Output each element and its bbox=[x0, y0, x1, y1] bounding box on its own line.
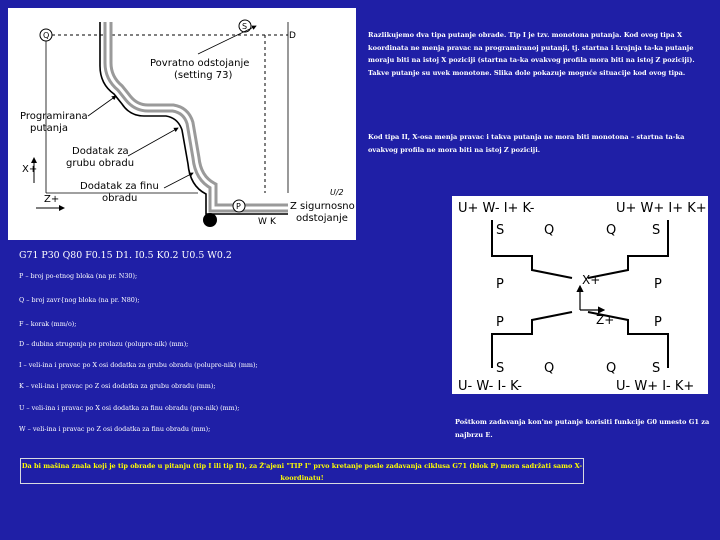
programmed-label-1: Programirana bbox=[20, 111, 88, 122]
s-bottom-right: S bbox=[652, 361, 661, 376]
type-one-description: Razlikujemo dva tipa putanje obrade. Tip I je tzv. monotona putanja. Kod ovog tipa X koordinata ne menja pravac na programiranoj putanji, tj. startna i krajnja ta-ka putanje moraju biti na istoj X poziciji (startna ta-ka ovakvog profila mora biti na istoj Z poziciji). Takve putanje su uvek monotone. Slika dole pokazuje moguće situacije kod ovog tipa. bbox=[368, 31, 695, 77]
programmed-pointer bbox=[88, 96, 116, 116]
x-axis-label-2: X+ bbox=[582, 273, 601, 287]
start-offset-label-2: (setting 73) bbox=[174, 70, 233, 81]
q-bottom-left: Q bbox=[544, 361, 555, 376]
z-axis-label-2: Z+ bbox=[596, 313, 615, 327]
u2-label: U/2 bbox=[330, 188, 344, 197]
def-d: D – dubina strugenja po prolazu (polupre-nik) (mm); bbox=[19, 340, 189, 348]
def-k: K – veli-ina i pravac po Z osi dodatka za grubu obradu (mm); bbox=[19, 382, 216, 390]
s-point-label: S bbox=[242, 22, 248, 31]
g0-note: Poštkom zadavanja kon'ne putanje korisiti funkcije G0 umesto G1 za najbrzu E. bbox=[455, 418, 710, 439]
q-top-right: Q bbox=[606, 223, 617, 238]
programmed-label-2: putanja bbox=[30, 123, 68, 134]
rough-label-2: grubu obradu bbox=[66, 158, 135, 169]
profile-bottom-left bbox=[492, 312, 572, 368]
def-u: U – veli-ina i pravac po X osi dodatka za finu obradu (pre-nik) (mm); bbox=[19, 404, 240, 412]
s-top-right: S bbox=[652, 223, 661, 238]
p-point-label: P bbox=[236, 202, 241, 211]
def-f: F – korak (mm/o); bbox=[19, 320, 77, 328]
p-bottom-left: P bbox=[496, 315, 504, 330]
quadrant-diagram-svg bbox=[452, 196, 708, 394]
p-top-left: P bbox=[496, 277, 504, 292]
start-offset-pointer bbox=[198, 26, 256, 54]
p-bottom-right: P bbox=[654, 315, 662, 330]
quadrant-bottom-left-label: U- W- I- K- bbox=[458, 379, 522, 394]
s-top-left: S bbox=[496, 223, 505, 238]
q-bottom-right: Q bbox=[606, 361, 617, 376]
type-warning-note: Da bi mašina znala koji je tip obrade u pitanju (tip I ili tip II), za Ž'ajeni "TIP I" prvo kretanje posle zadavanja ciklusa G71 (blok P) mora sadržati samo X-koordinatu! bbox=[20, 458, 584, 484]
g71-diagram-svg bbox=[8, 8, 356, 240]
w-label: W bbox=[258, 217, 267, 227]
type-two-description: Kod tipa II, X-osa menja pravac i takva putanja ne mora biti monotona – startna ta-ka ovakvog profila ne mora biti na istoj Z poziciji. bbox=[368, 133, 685, 154]
finish-label-1: Dodatak za finu bbox=[80, 181, 159, 192]
quadrant-diagram bbox=[452, 196, 708, 394]
finish-label-2: obradu bbox=[102, 193, 138, 204]
s-bottom-left: S bbox=[496, 361, 505, 376]
x-axis-label: X+ bbox=[22, 164, 38, 175]
safety-label-1: Z sigurnosno bbox=[290, 201, 355, 212]
rough-pointer bbox=[128, 128, 178, 156]
quadrant-top-left-label: U+ W- I+ K- bbox=[458, 201, 535, 216]
def-q: Q – broj zavr{nog bloka (na pr. N80); bbox=[19, 296, 140, 304]
d-label: D bbox=[289, 31, 296, 41]
quadrant-top-right-label: U+ W+ I+ K+ bbox=[616, 201, 707, 216]
quadrant-bottom-right-label: U- W+ I- K+ bbox=[616, 379, 695, 394]
p-top-right: P bbox=[654, 277, 662, 292]
rough-label-1: Dodatak za bbox=[72, 146, 129, 157]
safety-label-2: odstojanje bbox=[296, 213, 348, 224]
q-top-left: Q bbox=[544, 223, 555, 238]
start-offset-label-1: Povratno odstojanje bbox=[150, 58, 250, 69]
tool-origin-marker bbox=[203, 213, 217, 227]
z-axis-label: Z+ bbox=[44, 194, 60, 205]
k-label: K bbox=[270, 217, 276, 227]
finish-pointer bbox=[164, 173, 193, 188]
q-point-label: Q bbox=[43, 31, 50, 40]
def-i: I – veli-ina i pravac po X osi dodatka za grubu obradu (polupre-nik) (mm); bbox=[19, 361, 258, 369]
def-p: P – broj po-etnog bloka (na pr. N30); bbox=[19, 272, 138, 280]
g71-command-line: G71 P30 Q80 F0.15 D1. I0.5 K0.2 U0.5 W0.2 bbox=[19, 250, 232, 261]
def-w: W – veli-ina i pravac po Z osi dodatka za finu obradu (mm); bbox=[19, 425, 211, 433]
g71-diagram bbox=[8, 8, 356, 240]
